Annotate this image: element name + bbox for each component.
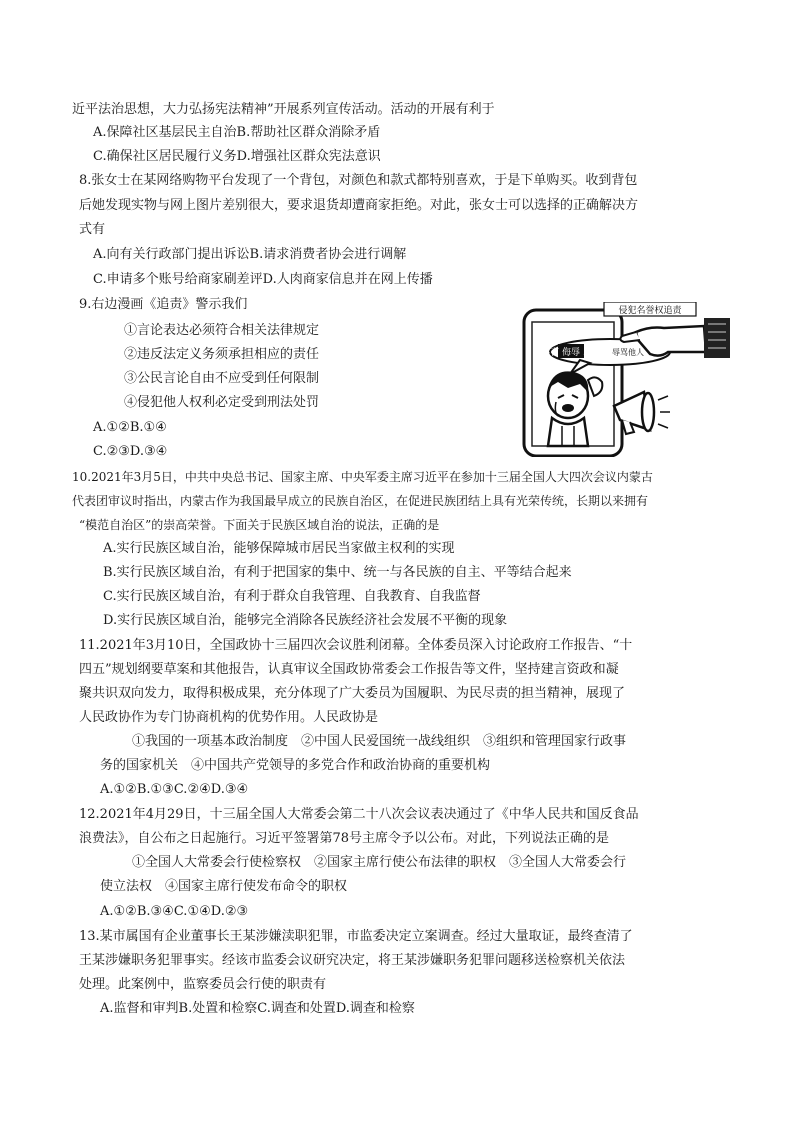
q9-item-3: ③公民言论自由不应受到任何限制: [124, 371, 320, 386]
q12-stem-line-2: 浪费法》，自公布之日起施行。习近平签署第78号主席令予以公布。对此，下列说法正确的是: [79, 831, 610, 846]
q9-item-1: ①言论表达必须符合相关法律规定: [124, 323, 320, 338]
q13-stem-line-2: 王某涉嫌职务犯罪事实。经该市监委会议研究决定，将王某涉嫌职务犯罪问题移送检察机关依法: [79, 953, 626, 968]
q13-stem-line-3: 处理。此案例中，监察委员会行使的职责有: [79, 977, 327, 992]
q12-stem-line-1: 12.2021年4月29日，十三届全国人大常委会第二十八次会议表决通过了《中华人民共和国反食品: [79, 807, 639, 822]
q13-options: A.监督和审判B.处置和检察C.调查和处置D.调查和检察: [100, 1001, 415, 1016]
q13-stem-line-1: 13.某市属国有企业董事长王某涉嫌渎职犯罪，市监委决定立案调查。经过大量取证，最终查清了: [79, 929, 633, 944]
q9-options-cd: C.②③D.③④: [93, 444, 168, 459]
bubble-label-text-2: 辱骂他人: [612, 348, 644, 357]
q10-option-b: B.实行民族区域自治，有利于把国家的集中、统一与各民族的自主、平等结合起来: [103, 565, 572, 580]
q11-stem-line-4: 人民政协作为专门协商机构的优势作用。人民政协是: [79, 710, 379, 725]
q7-options-ab: A.保障社区基层民主自治B.帮助社区群众消除矛盾: [93, 125, 381, 140]
bubble-label-text: 谣言 侮辱 ……: [541, 348, 601, 358]
q11-items-line-1: ①我国的一项基本政治制度 ②中国人民爱国统一战线组织 ③组织和管理国家行政事: [132, 734, 627, 749]
q12-items-line-2: 使立法权 ④国家主席行使发布命令的职权: [100, 879, 348, 894]
q11-items-line-2: 务的国家机关 ④中国共产党领导的多党合作和政治协商的重要机构: [100, 758, 491, 773]
q10-option-c: C.实行民族区域自治，有利于群众自我管理、自我教育、自我监督: [103, 589, 481, 604]
q9-stem: 9.右边漫画《追责》警示我们: [79, 297, 248, 312]
q8-stem-line-2: 后她发现实物与网上图片差别很大，要求退货却遭商家拒绝。对此，张女士可以选择的正确解决方: [79, 198, 639, 213]
sign-text: 侵犯名誉权追责: [618, 306, 682, 316]
q10-stem-line-3: “模范自治区”的崇高荣誉。下面关于民族区域自治的说法，正确的是: [79, 518, 440, 532]
q11-stem-line-3: 聚共识双向发力，取得积极成果，充分体现了广大委员为国履职、为民尽责的担当精神，展现了: [79, 686, 626, 701]
q8-options-cd: C.申请多个账号给商家刷差评D.人肉商家信息并在网上传播: [93, 272, 433, 287]
q12-options: A.①②B.③④C.①④D.②③: [100, 904, 249, 919]
q9-options-ab: A.①②B.①④: [93, 420, 167, 435]
q10-option-a: A.实行民族区域自治，能够保障城市居民当家做主权利的实现: [103, 541, 455, 556]
q7-options-cd: C.确保社区居民履行义务D.增强社区群众宪法意识: [93, 149, 381, 164]
q11-options: A.①②B.①③C.②④D.③④: [100, 782, 249, 797]
q12-items-line-1: ①全国人大常委会行使检察权 ②国家主席行使公布法律的职权 ③全国人大常委会行: [132, 855, 627, 870]
q10-stem-line-2: 代表团审议时指出，内蒙古作为我国最早成立的民族自治区，在促进民族团结上具有光荣传统，长期以来拥有: [72, 494, 649, 508]
q8-stem-line-3: 式有: [79, 222, 106, 237]
q9-item-2: ②违反法定义务须承担相应的责任: [124, 347, 320, 362]
q7-stem-tail: 近平法治思想，大力弘扬宪法精神”开展系列宣传活动。活动的开展有利于: [72, 102, 495, 117]
q10-option-d: D.实行民族区域自治，能够完全消除各民族经济社会发展不平衡的现象: [103, 613, 508, 628]
q8-options-ab: A.向有关行政部门提出诉讼B.请求消费者协会进行调解: [93, 247, 407, 262]
q11-stem-line-1: 11.2021年3月10日，全国政协十三届四次会议胜利闭幕。全体委员深入讨论政府工作报告、“十: [79, 638, 633, 653]
q11-stem-line-2: 四五”规划纲要草案和其他报告，认真审议全国政协常委会工作报告等文件，坚持建言资政和凝: [79, 662, 619, 677]
cartoon-zhuize: [518, 302, 733, 457]
q8-stem-line-1: 8.张女士在某网络购物平台发现了一个背包，对颜色和款式都特别喜欢，于是下单购买。收到背包: [79, 173, 638, 188]
person-mouth: [562, 404, 574, 412]
q10-stem-line-1: 10.2021年3月5日，中共中央总书记、国家主席、中央军委主席习近平在参加十三届全国人大四次会议内蒙古: [72, 470, 653, 484]
q9-item-4: ④侵犯他人权利必定受到刑法处罚: [124, 395, 320, 410]
